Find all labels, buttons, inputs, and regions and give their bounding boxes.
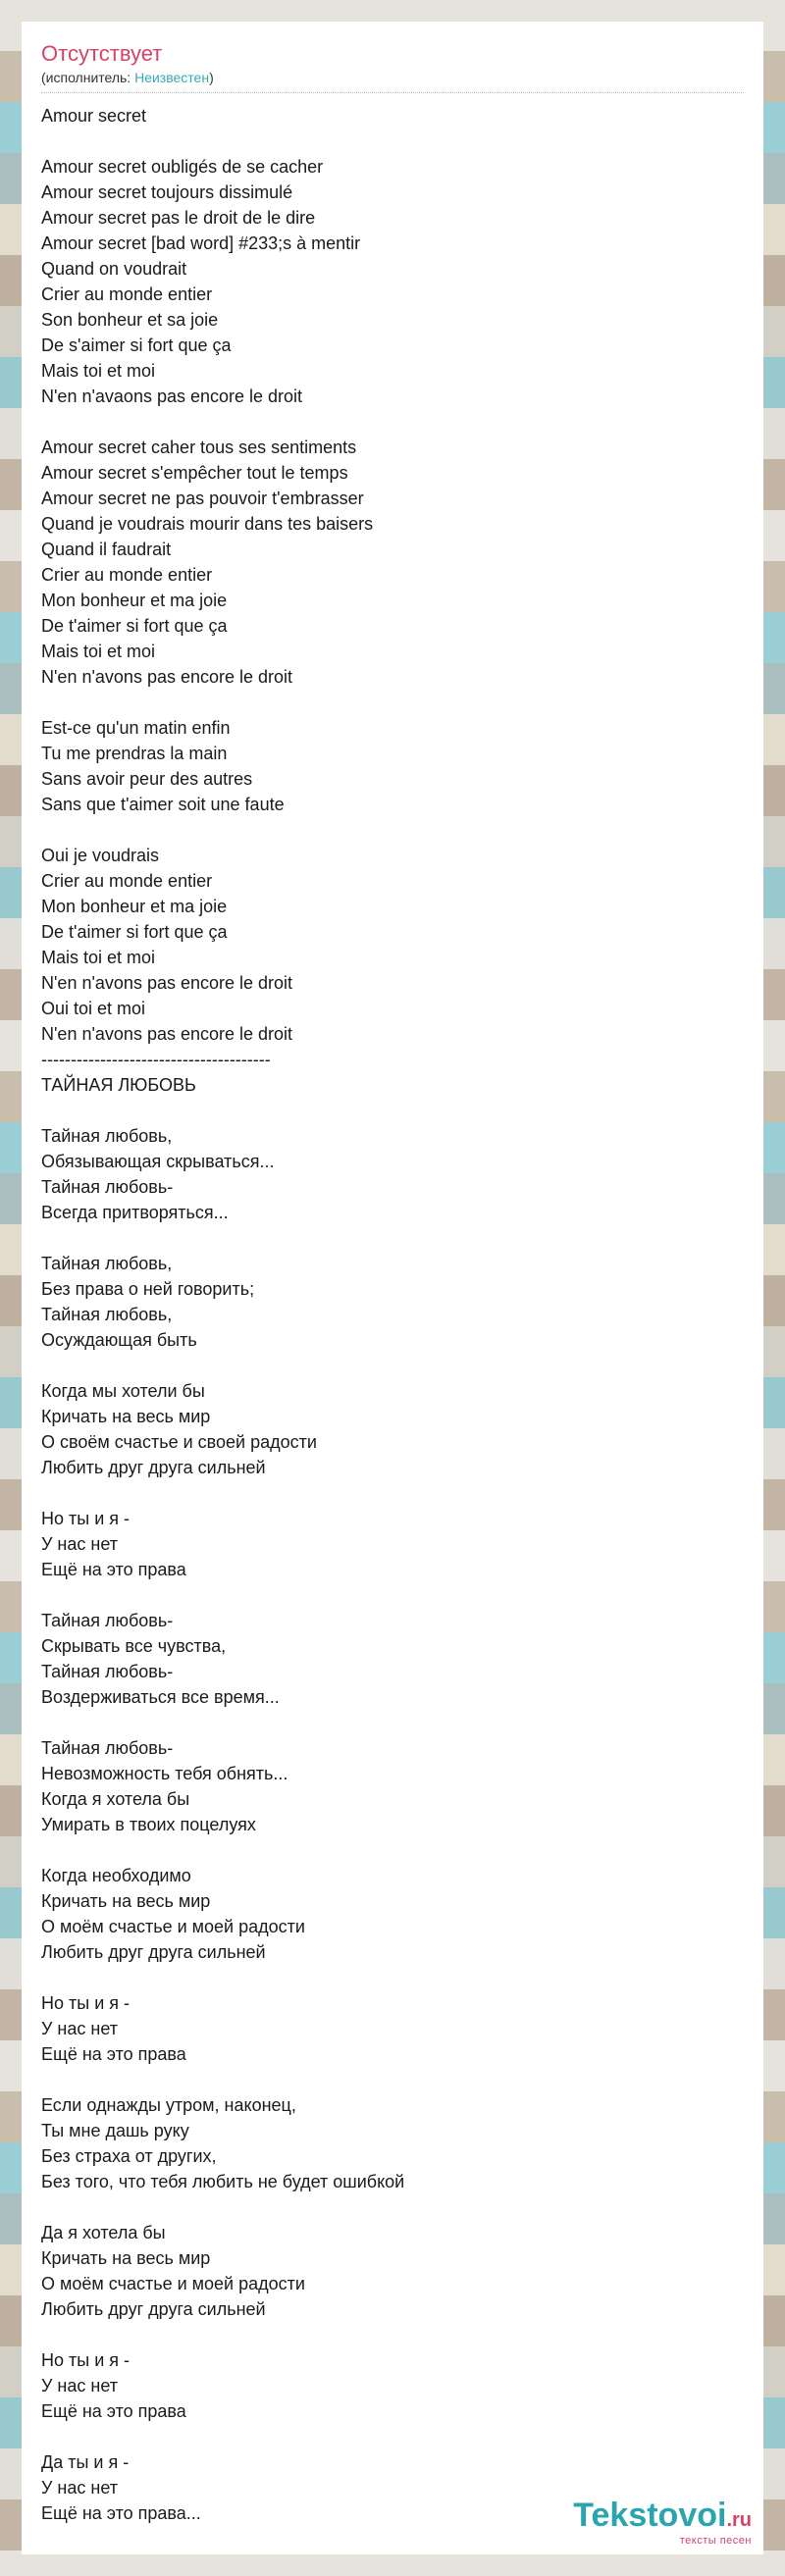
lyrics-line: Oui je voudrais bbox=[41, 846, 160, 865]
lyrics-line: Тайная любовь- bbox=[41, 1662, 174, 1681]
lyrics-line: Тайная любовь, bbox=[41, 1305, 173, 1324]
lyrics-line: Кричать на весь мир bbox=[41, 2248, 211, 2268]
lyrics-blank-line bbox=[41, 1480, 744, 1506]
lyrics-line: Crier au monde entier bbox=[41, 871, 213, 891]
lyrics-text bbox=[41, 103, 744, 2526]
lyrics-line: Любить друг друга сильней bbox=[41, 1458, 266, 1477]
lyrics-line: Кричать на весь мир bbox=[41, 1407, 211, 1426]
lyrics-line: Amour secret caher tous ses sentiments bbox=[41, 438, 357, 457]
lyrics-line: Ещё на это права bbox=[41, 2044, 186, 2064]
lyrics-line: О своём счастье и своей радости bbox=[41, 1432, 317, 1452]
lyrics-line: Amour secret [bad word] #233;s à mentir bbox=[41, 233, 361, 253]
site-logo[interactable] bbox=[573, 2499, 752, 2547]
lyrics-line: Но ты и я - bbox=[41, 2350, 130, 2370]
lyrics-line: Воздерживаться все время... bbox=[41, 1687, 280, 1707]
lyrics-line: Тайная любовь- bbox=[41, 1738, 174, 1758]
lyrics-blank-line bbox=[41, 2067, 744, 2092]
lyrics-line: Tu me prendras la main bbox=[41, 744, 228, 763]
artist-prefix: (исполнитель: bbox=[41, 70, 135, 85]
lyrics-blank-line bbox=[41, 1098, 744, 1123]
lyrics-line: Невозможность тебя обнять... bbox=[41, 1764, 288, 1783]
lyrics-line: Да ты и я - bbox=[41, 2452, 130, 2472]
lyrics-line: De t'aimer si fort que ça bbox=[41, 616, 228, 636]
lyrics-line: Amour secret oubligés de se cacher bbox=[41, 157, 324, 177]
lyrics-line: Но ты и я - bbox=[41, 1993, 130, 2013]
lyrics-line: Est-ce qu'un matin enfin bbox=[41, 718, 231, 738]
lyrics-blank-line bbox=[41, 817, 744, 843]
artist-line bbox=[41, 69, 744, 93]
lyrics-line: Mon bonheur et ma joie bbox=[41, 591, 228, 610]
lyrics-line: Без того, что тебя любить не будет ошибкой bbox=[41, 2172, 405, 2191]
lyrics-blank-line bbox=[41, 1965, 744, 1990]
lyrics-blank-line bbox=[41, 2322, 744, 2347]
lyrics-line: De t'aimer si fort que ça bbox=[41, 922, 228, 942]
artist-link[interactable]: Неизвестен bbox=[134, 70, 210, 85]
lyrics-line: Mais toi et moi bbox=[41, 361, 156, 381]
song-title: Отсутствует bbox=[41, 41, 163, 66]
lyrics-line: Кричать на весь мир bbox=[41, 1891, 211, 1911]
lyrics-blank-line bbox=[41, 1225, 744, 1251]
lyrics-line: Amour secret ne pas pouvoir t'embrasser bbox=[41, 489, 364, 508]
lyrics-line: Amour secret s'empêcher tout le temps bbox=[41, 463, 348, 483]
lyrics-line: Любить друг друга сильней bbox=[41, 1942, 266, 1962]
lyrics-line: У нас нет bbox=[41, 2376, 118, 2396]
lyrics-line: Crier au monde entier bbox=[41, 284, 213, 304]
lyrics-blank-line bbox=[41, 409, 744, 435]
lyrics-line: ТАЙНАЯ ЛЮБОВЬ bbox=[41, 1075, 196, 1095]
lyrics-line: De s'aimer si fort que ça bbox=[41, 335, 232, 355]
logo-brand bbox=[573, 2499, 752, 2537]
lyrics-line: Да я хотела бы bbox=[41, 2223, 166, 2242]
lyrics-card bbox=[22, 22, 763, 2554]
lyrics-line: У нас нет bbox=[41, 2019, 118, 2038]
lyrics-line: --------------------------------------- bbox=[41, 1050, 271, 1069]
lyrics-line: N'en n'avons pas encore le droit bbox=[41, 973, 293, 993]
lyrics-line: Ещё на это права bbox=[41, 1560, 186, 1579]
logo-tld: .ru bbox=[726, 2509, 752, 2531]
lyrics-line: Без права о ней говорить; bbox=[41, 1279, 255, 1299]
lyrics-line: Любить друг друга сильней bbox=[41, 2299, 266, 2319]
lyrics-line: Но ты и я - bbox=[41, 1509, 130, 1528]
lyrics-line: Crier au monde entier bbox=[41, 565, 213, 585]
lyrics-line: Quand on voudrait bbox=[41, 259, 187, 279]
lyrics-blank-line bbox=[41, 2194, 744, 2220]
lyrics-line: Тайная любовь- bbox=[41, 1177, 174, 1197]
lyrics-line: Ещё на это права... bbox=[41, 2503, 201, 2523]
lyrics-line: Умирать в твоих поцелуях bbox=[41, 1815, 256, 1834]
lyrics-line: Когда необходимо bbox=[41, 1866, 191, 1885]
lyrics-line: Тайная любовь- bbox=[41, 1611, 174, 1630]
lyrics-blank-line bbox=[41, 690, 744, 715]
lyrics-blank-line bbox=[41, 2424, 744, 2449]
lyrics-line: Son bonheur et sa joie bbox=[41, 310, 219, 330]
logo-brand-name: Tekstovoi bbox=[573, 2497, 727, 2534]
lyrics-line: Тайная любовь, bbox=[41, 1254, 173, 1273]
lyrics-line: Без страха от других, bbox=[41, 2146, 217, 2166]
lyrics-line: Обязывающая скрываться... bbox=[41, 1152, 275, 1171]
lyrics-blank-line bbox=[41, 1837, 744, 1863]
lyrics-line: Amour secret bbox=[41, 106, 147, 126]
lyrics-line: Amour secret pas le droit de le dire bbox=[41, 208, 316, 228]
lyrics-line: Когда я хотела бы bbox=[41, 1789, 190, 1809]
lyrics-blank-line bbox=[41, 1710, 744, 1735]
logo-tagline: тексты песен bbox=[679, 2535, 752, 2547]
lyrics-line: Скрывать все чувства, bbox=[41, 1636, 227, 1656]
lyrics-line: Sans que t'aimer soit une faute bbox=[41, 795, 285, 814]
lyrics-line: Осуждающая быть bbox=[41, 1330, 197, 1350]
lyrics-line: Ты мне дашь руку bbox=[41, 2121, 189, 2140]
lyrics-line: N'en n'avons pas encore le droit bbox=[41, 667, 293, 687]
lyrics-line: Ещё на это права bbox=[41, 2401, 186, 2421]
lyrics-line: Тайная любовь, bbox=[41, 1126, 173, 1146]
lyrics-line: Если однажды утром, наконец, bbox=[41, 2095, 296, 2115]
lyrics-line: Quand il faudrait bbox=[41, 540, 172, 559]
lyrics-line: У нас нет bbox=[41, 1534, 118, 1554]
lyrics-line: Когда мы хотели бы bbox=[41, 1381, 205, 1401]
lyrics-line: Mais toi et moi bbox=[41, 948, 156, 967]
lyrics-line: Oui toi et moi bbox=[41, 999, 146, 1018]
lyrics-line: Amour secret toujours dissimulé bbox=[41, 182, 293, 202]
lyrics-line: Mais toi et moi bbox=[41, 642, 156, 661]
lyrics-blank-line bbox=[41, 1582, 744, 1608]
lyrics-line: N'en n'avaons pas encore le droit bbox=[41, 386, 303, 406]
lyrics-blank-line bbox=[41, 129, 744, 154]
lyrics-line: N'en n'avons pas encore le droit bbox=[41, 1024, 293, 1044]
lyrics-line: О моём счастье и моей радости bbox=[41, 2274, 305, 2293]
lyrics-blank-line bbox=[41, 1353, 744, 1378]
artist-suffix: ) bbox=[209, 70, 214, 85]
lyrics-line: У нас нет bbox=[41, 2478, 118, 2498]
lyrics-line: Всегда притворяться... bbox=[41, 1203, 229, 1222]
lyrics-line: О моём счастье и моей радости bbox=[41, 1917, 305, 1936]
lyrics-line: Quand je voudrais mourir dans tes baisers bbox=[41, 514, 374, 534]
lyrics-line: Mon bonheur et ma joie bbox=[41, 897, 228, 916]
lyrics-line: Sans avoir peur des autres bbox=[41, 769, 253, 789]
